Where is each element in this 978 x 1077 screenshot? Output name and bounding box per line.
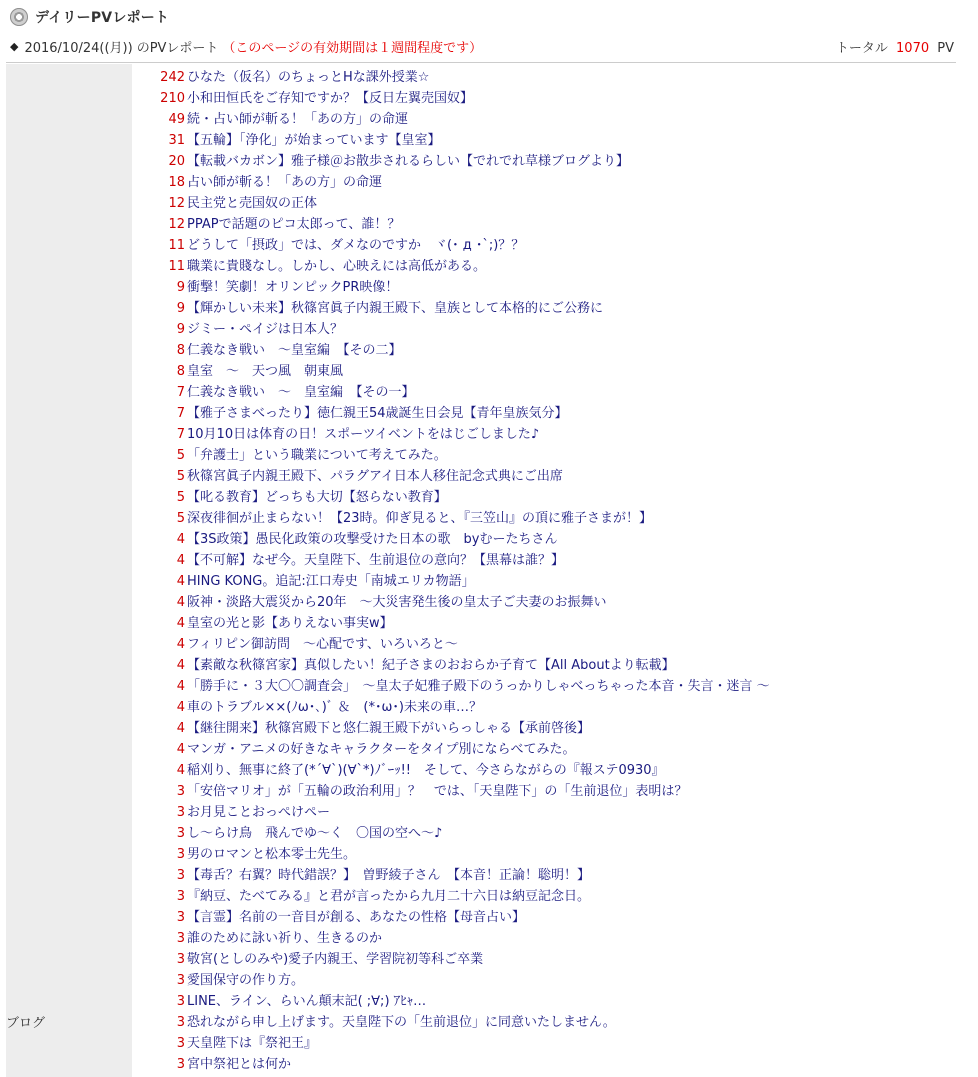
list-item — [132, 844, 956, 865]
pv-count: 210 — [160, 91, 185, 106]
pv-count: 5 — [176, 490, 185, 505]
pv-count: 4 — [176, 595, 185, 610]
list-item — [132, 466, 956, 487]
article-title-link[interactable]: 「安倍マリオ」が「五輪の政治利用」？ では、「天皇陛下」の「生前退位」表明は？ — [187, 784, 688, 799]
pv-count: 4 — [176, 658, 185, 673]
category-cell — [6, 64, 132, 1077]
list-item — [132, 256, 956, 277]
header-divider — [6, 62, 956, 63]
article-list — [132, 64, 956, 1077]
article-title-link[interactable]: 愛国保守の作り方。 — [187, 973, 305, 988]
pv-count: 4 — [176, 553, 185, 568]
pv-count: 18 — [168, 175, 185, 190]
list-item — [132, 928, 956, 949]
list-item — [132, 571, 956, 592]
list-item — [132, 634, 956, 655]
article-title-link[interactable]: 小和田恒氏をご存知ですか？【反日左翼売国奴】 — [187, 91, 474, 106]
article-title-link[interactable]: 敬宮(としのみや)愛子内親王、学習院初等科ご卒業 — [187, 952, 484, 967]
pv-count: 3 — [176, 973, 185, 988]
pv-count: 7 — [176, 427, 185, 442]
article-title-link[interactable]: 「勝手に・３大〇〇調査会」 ～皇太子妃雅子殿下のうっかりしゃべっちゃった本音・失言・迷言 ～ — [187, 679, 770, 694]
list-item — [132, 151, 956, 172]
pv-report-table — [6, 64, 956, 1077]
list-item — [132, 739, 956, 760]
list-item — [132, 130, 956, 151]
pv-count: 31 — [168, 133, 185, 148]
article-title-link[interactable]: 【継往開来】秋篠宮殿下と悠仁親王殿下がいらっしゃる【承前啓後】 — [187, 721, 591, 736]
list-item — [132, 298, 956, 319]
list-item — [132, 550, 956, 571]
article-title-link[interactable]: HING KONG。追記:江口寿史「南城エリカ物語」 — [187, 574, 475, 589]
article-title-link[interactable]: 【輝かしい未来】秋篠宮眞子内親王殿下、皇族として本格的にご公務に — [187, 301, 604, 316]
list-item — [132, 529, 956, 550]
article-title-link[interactable]: 天皇陛下は『祭祀王』 — [187, 1036, 318, 1051]
pv-count: 4 — [176, 763, 185, 778]
list-item — [132, 613, 956, 634]
pv-count: 7 — [176, 385, 185, 400]
pv-count: 3 — [176, 910, 185, 925]
pv-count: 3 — [176, 952, 185, 967]
list-item — [132, 592, 956, 613]
report-header — [10, 6, 169, 28]
pv-count: 7 — [176, 406, 185, 421]
report-date-line — [10, 37, 482, 56]
article-title-link[interactable]: PPAPで話題のピコ太郎って、誰！？ — [187, 217, 401, 232]
list-item — [132, 214, 956, 235]
category-label: ブログ — [6, 1016, 46, 1031]
pv-count: 11 — [168, 238, 185, 253]
pv-count: 20 — [168, 154, 185, 169]
article-title-link[interactable]: 仁義なき戦い ～皇室編 【その二】 — [187, 343, 402, 358]
pv-count: 3 — [176, 868, 185, 883]
pv-count: 3 — [176, 1015, 185, 1030]
circle-bullet-icon — [10, 8, 28, 26]
pv-report-label: のPVレポート — [136, 40, 219, 56]
list-item — [132, 172, 956, 193]
pv-count: 4 — [176, 700, 185, 715]
article-title-link[interactable]: 続・占い師が斬る！「あの方」の命運 — [187, 112, 409, 127]
pv-count: 9 — [176, 280, 185, 295]
article-title-link[interactable]: 職業に貴賤なし。しかし、心映えには高低がある。 — [187, 259, 487, 274]
article-title-link[interactable]: 【五輪】「浄化」が始まっています【皇室】 — [187, 133, 441, 148]
pv-count: 4 — [176, 721, 185, 736]
pv-count: 3 — [176, 889, 185, 904]
validity-notice: （このページの有効期間は１週間程度です） — [222, 40, 483, 56]
pv-count: 5 — [176, 511, 185, 526]
list-item — [132, 907, 956, 928]
article-title-link[interactable]: 宮中祭祀とは何か — [187, 1057, 292, 1072]
list-item — [132, 424, 956, 445]
article-title-link[interactable]: 秋篠宮眞子内親王殿下、パラグアイ日本人移住記念式典にご出席 — [187, 469, 563, 484]
report-date: 2016/10/24((月)) — [24, 40, 133, 56]
pv-count: 9 — [176, 301, 185, 316]
pv-count: 4 — [176, 616, 185, 631]
pv-count: 3 — [176, 931, 185, 946]
pv-count: 3 — [176, 784, 185, 799]
article-title-link[interactable]: 【転載バカボン】雅子様＠お散歩されるらしい【でれでれ草様ブログより】 — [187, 154, 630, 169]
article-title-link[interactable]: ひなた（仮名）のちょっとHな課外授業☆ — [187, 70, 430, 85]
pv-count: 3 — [176, 805, 185, 820]
list-item — [132, 340, 956, 361]
pv-count: 9 — [176, 322, 185, 337]
total-unit: PV — [937, 40, 954, 56]
total-value: 1070 — [896, 40, 930, 56]
article-title-link[interactable]: 民主党と売国奴の正体 — [187, 196, 318, 211]
pv-count: 4 — [176, 637, 185, 652]
list-item — [132, 676, 956, 697]
pv-count: 49 — [168, 112, 185, 127]
article-title-link[interactable]: フィリピン御訪問 ～心配です、いろいろと～ — [187, 637, 458, 652]
article-title-link[interactable]: 【毒舌？右翼？時代錯誤？】 曽野綾子さん 【本音！正論！聡明！】 — [187, 868, 591, 883]
article-title-link[interactable]: 【素敵な秋篠宮家】真似したい！紀子さまのおおらか子育て【All Aboutより転載】 — [187, 658, 675, 673]
diamond-bullet-icon: ◆ — [10, 39, 19, 53]
article-title-link[interactable]: 「弁護士」という職業について考えてみた。 — [187, 448, 447, 463]
article-title-link[interactable]: 皇室の光と影【ありえない事実w】 — [187, 616, 393, 631]
article-title-link[interactable]: 仁義なき戦い ～ 皇室編 【その一】 — [187, 385, 415, 400]
article-title-link[interactable]: し～らけ鳥 飛んでゆ～く 〇国の空へ～♪ — [187, 826, 443, 841]
article-title-link[interactable]: 衝撃！笑劇！オリンピックPR映像！ — [187, 280, 399, 295]
article-title-link[interactable]: 誰のために詠い祈り、生きるのか — [187, 931, 383, 946]
pv-count: 3 — [176, 847, 185, 862]
article-title-link[interactable]: ジミー・ペイジは日本人？ — [187, 322, 344, 337]
list-item — [132, 1012, 956, 1033]
list-item — [132, 760, 956, 781]
list-item — [132, 193, 956, 214]
list-item — [132, 781, 956, 802]
pv-count: 12 — [168, 217, 185, 232]
list-item — [132, 655, 956, 676]
list-item — [132, 508, 956, 529]
list-item — [132, 277, 956, 298]
article-title-link[interactable]: 恐れながら申し上げます。天皇陛下の「生前退位」に同意いたしません。 — [187, 1015, 616, 1030]
article-title-link[interactable]: 占い師が斬る！「あの方」の命運 — [187, 175, 383, 190]
article-title-link[interactable]: 男のロマンと松本零士先生。 — [187, 847, 357, 862]
article-title-link[interactable]: どうして「摂政」では、ダメなのですか ヾ(･ д ･`;)？？ — [187, 238, 525, 253]
pv-count: 4 — [176, 679, 185, 694]
list-item — [132, 67, 956, 88]
list-item — [132, 718, 956, 739]
article-title-link[interactable]: 【言霊】名前の一音目が創る、あなたの性格【母音占い】 — [187, 910, 526, 925]
pv-count: 5 — [176, 469, 185, 484]
article-title-link[interactable]: 【3S政策】愚民化政策の攻撃受けた日本の歌 byむーたちさん — [187, 532, 558, 547]
list-item — [132, 802, 956, 823]
list-item — [132, 865, 956, 886]
article-title-link[interactable]: 車のトラブル××(ﾉω･､)ﾞ ＆ (*･ω･)未来の車…？ — [187, 700, 482, 715]
article-title-link[interactable]: マンガ・アニメの好きなキャラクターをタイプ別にならべてみた。 — [187, 742, 576, 757]
list-item — [132, 487, 956, 508]
pv-count: 4 — [176, 742, 185, 757]
list-item — [132, 1033, 956, 1054]
article-title-link[interactable]: 『納豆、たべてみる』と君が言ったから九月二十六日は納豆記念日。 — [187, 889, 591, 904]
list-item — [132, 235, 956, 256]
list-item — [132, 403, 956, 424]
pv-count: 3 — [176, 826, 185, 841]
report-summary-row — [10, 36, 954, 56]
list-item — [132, 949, 956, 970]
article-title-link[interactable]: 10月10日は体育の日！スポーツイベントをはじごしました♪ — [187, 427, 540, 442]
pv-count: 3 — [176, 1057, 185, 1072]
article-title-link[interactable]: 皇室 ～ 天つ風 朝東風 — [187, 364, 344, 379]
pv-count: 8 — [176, 364, 185, 379]
article-title-link[interactable]: 【不可解】なぜ今。天皇陛下、生前退位の意向？【黒幕は誰？】 — [187, 553, 565, 568]
list-item — [132, 319, 956, 340]
total-label: トータル — [835, 40, 888, 56]
pv-count: 11 — [168, 259, 185, 274]
pv-count: 8 — [176, 343, 185, 358]
article-title-link[interactable]: 【雅子さまべったり】徳仁親王54歳誕生日会見【青年皇族気分】 — [187, 406, 568, 421]
article-title-link[interactable]: 【叱る教育】どっちも大切【怒らない教育】 — [187, 490, 447, 505]
article-title-link[interactable]: お月見ことおっぺけペー — [187, 805, 331, 820]
pv-count: 4 — [176, 574, 185, 589]
page-title: デイリーPVレポート — [35, 10, 170, 26]
pv-count: 3 — [176, 1036, 185, 1051]
pv-count: 242 — [160, 70, 185, 85]
list-item — [132, 697, 956, 718]
list-item — [132, 361, 956, 382]
list-item — [132, 886, 956, 907]
total-pv — [836, 37, 954, 56]
pv-count: 12 — [168, 196, 185, 211]
list-item — [132, 1054, 956, 1075]
list-item — [132, 382, 956, 403]
list-item — [132, 991, 956, 1012]
pv-count: 4 — [176, 532, 185, 547]
article-title-link[interactable]: LINE、ライン、らいん顛末記( ;∀;) ｱﾋｬ… — [187, 994, 427, 1009]
list-item — [132, 823, 956, 844]
list-item — [132, 109, 956, 130]
article-title-link[interactable]: 阪神・淡路大震災から20年 ～大災害発生後の皇太子ご夫妻のお振舞い — [187, 595, 607, 610]
list-item — [132, 445, 956, 466]
article-title-link[interactable]: 稲刈り、無事に終了(*´∀`)(∀`*)ﾉﾞｰｯ!! そして、今さらながらの『報ステ0930』 — [187, 763, 665, 778]
list-item — [132, 970, 956, 991]
pv-count: 3 — [176, 994, 185, 1009]
article-title-link[interactable]: 深夜徘徊が止まらない！【23時。仰ぎ見ると、『三笠山』の頂に雅子さまが！】 — [187, 511, 653, 526]
list-item — [132, 88, 956, 109]
pv-count: 5 — [176, 448, 185, 463]
